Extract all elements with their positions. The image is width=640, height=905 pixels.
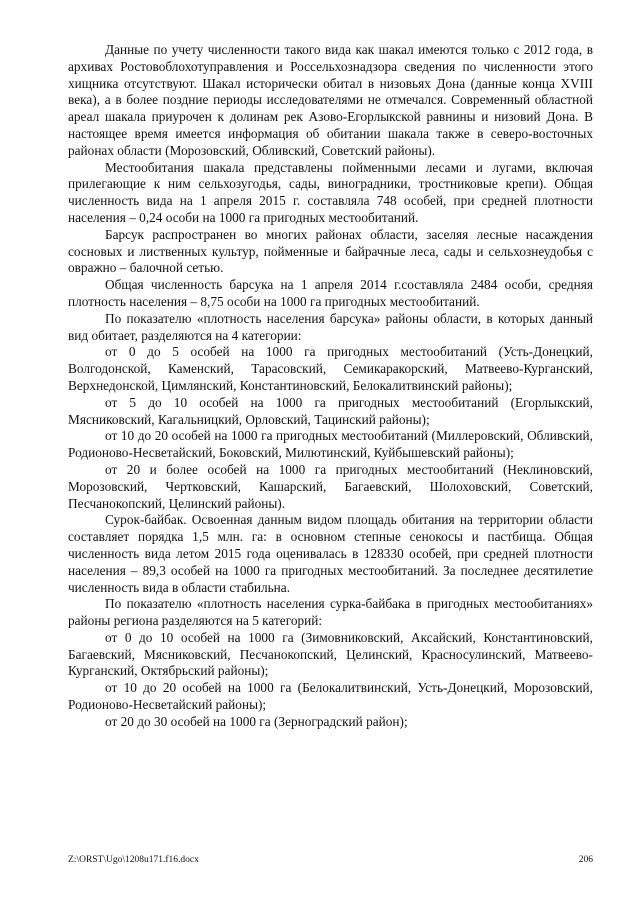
paragraph-badger-categories-intro: По показателю «плотность населения барсука» районы области, в которых данный вид обитает, разделяются на 4 категории:	[68, 310, 593, 343]
list-item-marmot-category-3: от 20 до 30 особей на 1000 га (Зерноградский район);	[105, 713, 408, 729]
list-item-marmot-category-1: от 0 до 10 особей на 1000 га (Зимовниковский, Аксайский, Константиновский, Багаевский, Мясниковский, Песчанокопский, Целинский, Красносулинский, Матвеево-Курганский, Октябрьский районы);	[68, 629, 593, 679]
document-body	[68, 42, 593, 731]
paragraph-badger-count: Общая численность барсука на 1 апреля 2014 г.составляла 2484 особи, средняя плотность населения – 8,75 особи на 1000 га пригодных местообитаний.	[68, 277, 593, 309]
footer-file-path: Z:\ORST\Ugo\1208u171.f16.docx	[68, 855, 199, 865]
paragraph-jackal-history: Данные по учету численности такого вида как шакал имеются только с 2012 года, в архивах Ростовоблохотуправления и Россельхознадзора сведения по численности этого хищника отсутствуют. Шакал исторически обитал в низовьях Дона (данные конца XVIII века), а в более поздние периоды исследователями не отмечался. Современный областной ареал шакала приурочен к долинам рек Азово-Егорлыкской равнины и низовий Дона. В настоящее время имеется информация об обитании шакала также в северо-восточных районах области (Морозовский, Обливский, Советский районы).	[68, 42, 593, 158]
paragraph-badger-range: Барсук распространен во многих районах области, заселяя лесные насаждения сосновых и лиственных культур, пойменные и байрачные леса, сады и сельхознеудобья с овражно – балочной сетью.	[68, 226, 593, 276]
paragraph-marmot-overview: Сурок-байбак. Освоенная данным видом площадь обитания на территории области составляет порядка 1,5 млн. га: в основном степные сенокосы и пастбища. Общая численность вида летом 2015 года оценивалась в 128330 особей, при средней плотности населения – 89,3 особей на 1000 га пригодных местообитаний. За последнее десятилетие численность вида в области стабильна.	[68, 512, 593, 595]
list-item-badger-category-2: от 5 до 10 особей на 1000 га пригодных местообитаний (Егорлыкский, Мясниковский, Кагальницкий, Орловский, Тацинский районы);	[68, 394, 593, 427]
list-item-badger-category-1: от 0 до 5 особей на 1000 га пригодных местообитаний (Усть-Донецкий, Волгодонской, Каменский, Тарасовский, Семикаракорский, Матвеево-Курганский, Верхнедонской, Цимлянский, Константиновский, Белокалитвинский районы);	[68, 344, 593, 393]
footer-page-number: 206	[578, 855, 593, 865]
paragraph-jackal-habitat: Местообитания шакала представлены пойменными лесами и лугами, включая прилегающие к ним сельхозугодья, сады, виноградники, тростниковые крепи). Общая численность вида на 1 апреля 2015 г. составляла 748 особей, при средней плотности населения – 0,24 особи на 1000 га пригодных местообитаний.	[68, 159, 593, 225]
list-item-badger-category-3: от 10 до 20 особей на 1000 га пригодных местообитаний (Миллеровский, Обливский, Родионово-Несветайский, Боковский, Милютинский, Куйбышевский районы);	[68, 428, 593, 461]
page-footer	[68, 855, 593, 865]
list-item-badger-category-4: от 20 и более особей на 1000 га пригодных местообитаний (Неклиновский, Морозовский, Чертковский, Кашарский, Багаевский, Шолоховский, Советский, Песчанокопский, Целинский районы).	[68, 461, 593, 511]
list-item-marmot-category-2: от 10 до 20 особей на 1000 га (Белокалитвинский, Усть-Донецкий, Морозовский, Родионово-Несветайский районы);	[68, 680, 593, 713]
paragraph-marmot-categories-intro: По показателю «плотность населения сурка-байбака в пригодных местообитаниях» районы региона разделяются на 5 категорий:	[68, 596, 593, 629]
